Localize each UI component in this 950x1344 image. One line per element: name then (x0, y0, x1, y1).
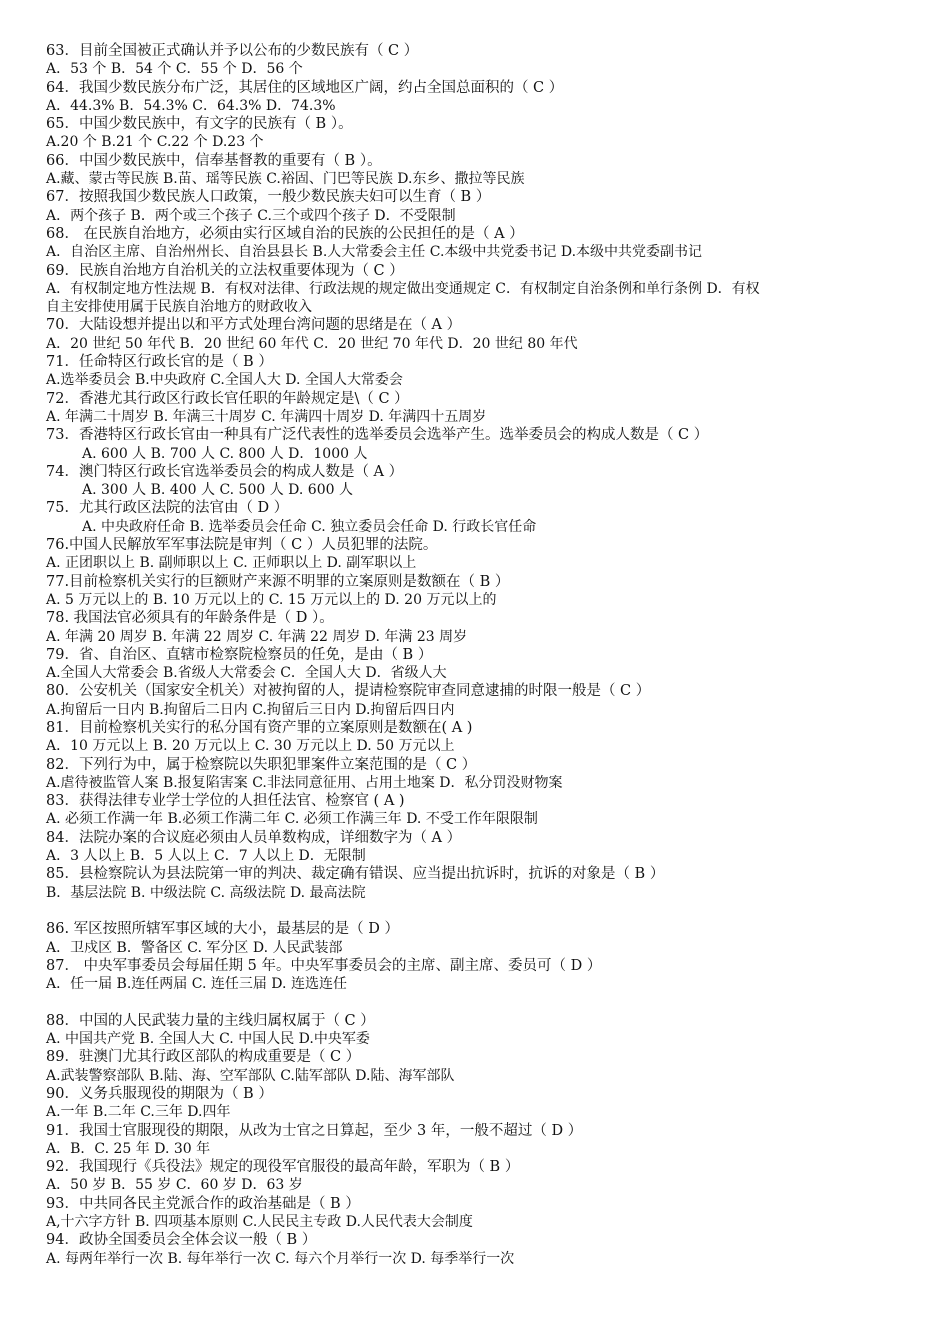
option-line: A. 年满 20 周岁 B. 年满 22 周岁 C. 年满 22 周岁 D. 年满 23 周岁 (46, 628, 468, 645)
option-line: A.选举委员会 B.中央政府 C.全国人大 D. 全国人大常委会 (46, 372, 403, 389)
question-line: 77.目前检察机关实行的巨额财产来源不明罪的立案原则是数额在（ B ） (46, 573, 510, 590)
option-line: A. 年满二十周岁 B. 年满三十周岁 C. 年满四十周岁 D. 年满四十五周岁 (46, 408, 487, 425)
question-line: 89．驻澳门尤其行政区部队的构成重要是（ C ） (46, 1049, 361, 1066)
question-line: 81．目前检察机关实行的私分国有资产罪的立案原则是数额在( A ) (46, 719, 473, 736)
question-line: 66．中国少数民族中，信奉基督教的重要有（ B ）。 (46, 152, 382, 169)
option-line: A.20 个 B.21 个 C.22 个 D.23 个 (46, 134, 264, 151)
question-line: 79．省、自治区、直辖市检察院检察员的任免，是由（ B ） (46, 646, 433, 663)
blank-line (46, 902, 916, 920)
option-line: A.武装警察部队 B.陆、海、空军部队 C.陆军部队 D.陆、海军部队 (46, 1067, 455, 1084)
option-line: A．自治区主席、自治州州长、自治县县长 B.人大常委会主任 C.本级中共党委书记 D.本级中共党委副书记 (46, 244, 703, 261)
option-line: A. 正团职以上 B. 副师职以上 C. 正师职以上 D. 副军职以上 (46, 555, 417, 572)
question-line: 68． 在民族自治地方，必须由实行区域自治的民族的公民担任的是（ A ） (46, 225, 524, 242)
question-line: 75．尤其行政区法院的法官由（ D ） (46, 500, 289, 517)
option-line: A．B．C. 25 年 D. 30 年 (46, 1140, 211, 1157)
question-line: 65．中国少数民族中，有文字的民族有（ B ）。 (46, 116, 353, 133)
option-line: A．卫戍区 B．警备区 C. 军分区 D. 人民武装部 (46, 939, 343, 956)
option-line: B．基层法院 B. 中级法院 C. 高级法院 D. 最高法院 (46, 884, 366, 901)
question-line: 76.中国人民解放军军事法院是审判（ C ）人员犯罪的法院。 (46, 537, 438, 554)
question-line: 94．政协全国委员会全体会议一般（ B ） (46, 1232, 317, 1249)
question-line: 86. 军区按照所辖军事区域的大小，最基层的是（ D ） (46, 921, 400, 938)
question-line: 93．中共同各民主党派合作的政治基础是（ B ） (46, 1195, 360, 1212)
question-line: 67．按照我国少数民族人口政策，一般少数民族夫妇可以生育（ B ） (46, 189, 491, 206)
blank-line (46, 993, 916, 1011)
option-line: A,十六字方针 B. 四项基本原则 C.人民民主专政 D.人民代表大会制度 (46, 1214, 473, 1230)
option-line: A．有权制定地方性法规 B．有权对法律、行政法规的规定做出变通规定 C．有权制定自治条例和单行条例 D．有权 (46, 280, 760, 297)
option-line: A. 必须工作满一年 B.必须工作满二年 C. 必须工作满三年 D. 不受工作年限限制 (46, 811, 538, 828)
question-line: 83．获得法律专业学士学位的人担任法官、检察官 ( A ) (46, 793, 405, 810)
question-line: 92．我国现行《兵役法》规定的现役军官服役的最高年龄，军职为（ B ） (46, 1159, 520, 1176)
option-line: A. 每两年举行一次 B. 每年举行一次 C. 每六个月举行一次 D. 每季举行一次 (46, 1250, 515, 1267)
option-line: A．53 个 B．54 个 C．55 个 D．56 个 (46, 61, 303, 78)
question-line: 71．任命特区行政长官的是（ B ） (46, 354, 273, 371)
question-line: 90．义务兵服现役的期限为（ B ） (46, 1085, 273, 1102)
question-line: 69．民族自治地方自治机关的立法权重要体现为（ C ） (46, 262, 404, 279)
question-line: 88．中国的人民武装力量的主线归属权属于（ C ） (46, 1012, 375, 1029)
option-line: A．3 人以上 B．5 人以上 C．7 人以上 D．无限制 (46, 848, 366, 865)
question-line: 78. 我国法官必须具有的年龄条件是（ D ）。 (46, 610, 334, 627)
option-line: A．两个孩子 B．两个或三个孩子 C.三个或四个孩子 D．不受限制 (46, 207, 456, 224)
option-line: A. 5 万元以上的 B. 10 万元以上的 C. 15 万元以上的 D. 20 万元以上的 (46, 591, 497, 608)
option-line: A. 中国共产党 B. 全国人大 C. 中国人民 D.中央军委 (46, 1031, 370, 1048)
option-line: A. 600 人 B. 700 人 C. 800 人 D．1000 人 (82, 445, 368, 462)
option-line: A.虐待被监管人案 B.报复陷害案 C.非法同意征用、占用土地案 D．私分罚没财物案 (46, 774, 563, 791)
question-line: 85．县检察院认为县法院第一审的判决、裁定确有错误、应当提出抗诉时，抗诉的对象是（ B ） (46, 866, 665, 883)
question-line: 91．我国士官服现役的期限，从改为士官之日算起，至少 3 年，一般不超过（ D ） (46, 1122, 583, 1139)
option-line: A.全国人大常委会 B.省级人大常委会 C．全国人大 D．省级人大 (46, 665, 447, 682)
question-line: 70．大陆设想并提出以和平方式处理台湾问题的思绪是在（ A ） (46, 317, 462, 334)
question-line: 72．香港尤其行政区行政长官任职的年龄规定是\（ C ） (46, 390, 409, 407)
option-line: A. 300 人 B. 400 人 C. 500 人 D. 600 人 (82, 482, 353, 499)
question-line: 82．下列行为中，属于检察院以失职犯罪案件立案范围的是（ C ） (46, 756, 477, 773)
question-line: 73．香港特区行政长官由一种具有广泛代表性的选举委员会选举产生。选举委员会的构成人数是（ C ） (46, 427, 709, 444)
option-line: A．10 万元以上 B. 20 万元以上 C. 30 万元以上 D. 50 万元以上 (46, 738, 455, 755)
document-body (46, 42, 916, 1268)
option-line: A.拘留后一日内 B.拘留后二日内 C.拘留后三日内 D.拘留后四日内 (46, 701, 455, 718)
option-line: A．20 世纪 50 年代 B．20 世纪 60 年代 C．20 世纪 70 年代 D．20 世纪 80 年代 (46, 335, 578, 352)
question-line: 80．公安机关（国家安全机关）对被拘留的人，提请检察院审查同意逮捕的时限一般是（ C ） (46, 683, 651, 700)
option-line: A.藏、蒙古等民族 B.苗、瑶等民族 C.裕固、门巴等民族 D.东乡、撒拉等民族 (46, 171, 525, 188)
question-line: 74．澳门特区行政长官选举委员会的构成人数是（ A ） (46, 463, 404, 480)
question-line: 87． 中央军事委员会每届任期 5 年。中央军事委员会的主席、副主席、委员可（ D ） (46, 957, 602, 974)
option-line: A．任一届 B.连任两届 C. 连任三届 D. 连选连任 (46, 976, 347, 993)
question-line: 63．目前全国被正式确认并予以公布的少数民族有（ C ） (46, 43, 419, 59)
option-line: A．44.3% B．54.3% C．64.3% D．74.3% (46, 97, 336, 114)
option-line: A.一年 B.二年 C.三年 D.四年 (46, 1104, 231, 1121)
option-line: 自主安排使用属于民族自治地方的财政收入 (46, 299, 312, 316)
question-line: 84．法院办案的合议庭必须由人员单数构成，详细数字为（ A ） (46, 829, 462, 846)
option-line: A．50 岁 B．55 岁 C．60 岁 D．63 岁 (46, 1177, 303, 1194)
option-line: A. 中央政府任命 B. 选举委员会任命 C. 独立委员会任命 D. 行政长官任命 (82, 518, 537, 535)
question-line: 64．我国少数民族分布广泛，其居住的区域地区广阔，约占全国总面积的（ C ） (46, 79, 564, 96)
